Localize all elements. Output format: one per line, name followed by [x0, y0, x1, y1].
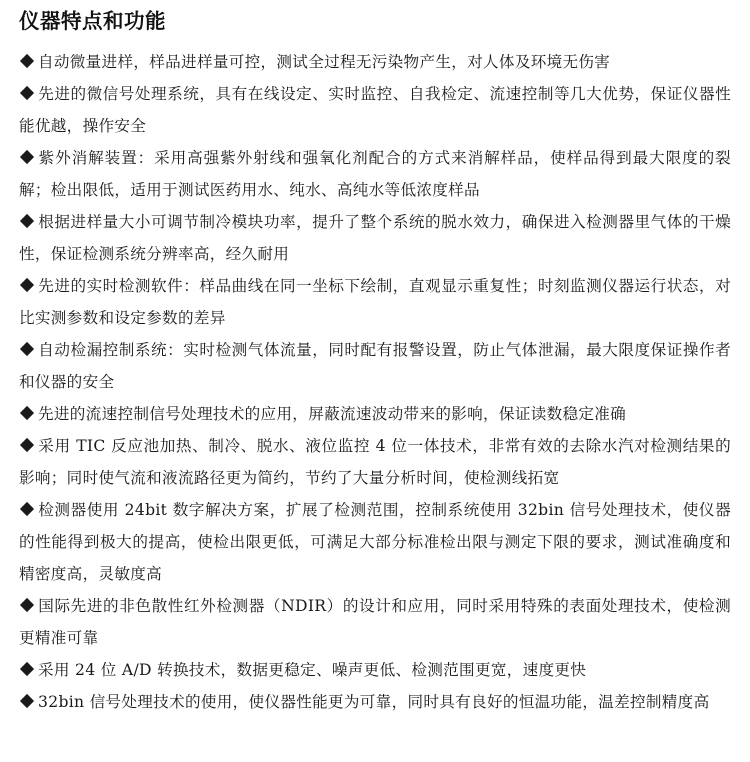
feature-text: 先进的流速控制信号处理技术的应用，屏蔽流速波动带来的影响，保证读数稳定准确: [38, 405, 627, 423]
diamond-bullet-icon: [20, 86, 34, 100]
diamond-bullet-icon: [20, 54, 34, 68]
diamond-bullet-icon: [20, 662, 34, 676]
feature-item: [19, 78, 731, 142]
diamond-bullet-icon: [20, 438, 34, 452]
feature-text: 先进的实时检测软件：样品曲线在同一坐标下绘制，直观显示重复性；时刻监测仪器运行状态，对比实测参数和设定参数的差异: [19, 277, 731, 327]
diamond-bullet-icon: [20, 214, 34, 228]
diamond-bullet-icon: [20, 598, 34, 612]
feature-text: 先进的微信号处理系统，具有在线设定、实时监控、自我检定、流速控制等几大优势，保证仪器性能优越，操作安全: [19, 85, 731, 135]
feature-text: 32bin 信号处理技术的使用，使仪器性能更为可靠，同时具有良好的恒温功能，温差控制精度高: [38, 693, 710, 711]
feature-item: [19, 430, 731, 494]
document-page: [19, 0, 731, 718]
feature-item: [19, 270, 731, 334]
feature-text: 采用 TIC 反应池加热、制冷、脱水、液位监控 4 位一体技术，非常有效的去除水汽对检测结果的影响；同时使气流和液流路径更为简约，节约了大量分析时间，使检测线拓宽: [19, 437, 731, 487]
diamond-bullet-icon: [20, 694, 34, 708]
feature-list: [19, 46, 731, 718]
diamond-bullet-icon: [20, 278, 34, 292]
feature-text: 根据进样量大小可调节制冷模块功率，提升了整个系统的脱水效力，确保进入检测器里气体的干燥性，保证检测系统分辨率高，经久耐用: [19, 213, 731, 263]
page-title: 仪器特点和功能: [19, 9, 166, 33]
feature-item: [19, 334, 731, 398]
feature-item: [19, 590, 731, 654]
diamond-bullet-icon: [20, 342, 34, 356]
feature-item: [19, 46, 731, 78]
feature-text: 自动微量进样，样品进样量可控，测试全过程无污染物产生，对人体及环境无伤害: [38, 53, 611, 71]
feature-text: 采用 24 位 A/D 转换技术，数据更稳定、噪声更低、检测范围更宽，速度更快: [38, 661, 587, 679]
feature-item: [19, 398, 731, 430]
feature-item: [19, 494, 731, 590]
feature-item: [19, 686, 731, 718]
feature-text: 检测器使用 24bit 数字解决方案，扩展了检测范围，控制系统使用 32bin 信号处理技术，使仪器的性能得到极大的提高，使检出限更低，可满足大部分标准检出限与测定下限的要求，测试准确度和精密度高，灵敏度高: [19, 501, 731, 583]
feature-item: [19, 654, 731, 686]
feature-item: [19, 206, 731, 270]
feature-text: 紫外消解装置：采用高强紫外射线和强氧化剂配合的方式来消解样品，使样品得到最大限度的裂解；检出限低，适用于测试医药用水、纯水、高纯水等低浓度样品: [19, 149, 731, 199]
diamond-bullet-icon: [20, 502, 34, 516]
feature-text: 国际先进的非色散性红外检测器（NDIR）的设计和应用，同时采用特殊的表面处理技术，使检测更精准可靠: [19, 597, 731, 647]
diamond-bullet-icon: [20, 150, 34, 164]
diamond-bullet-icon: [20, 406, 34, 420]
feature-text: 自动检漏控制系统：实时检测气体流量，同时配有报警设置，防止气体泄漏，最大限度保证操作者和仪器的安全: [19, 341, 731, 391]
feature-item: [19, 142, 731, 206]
